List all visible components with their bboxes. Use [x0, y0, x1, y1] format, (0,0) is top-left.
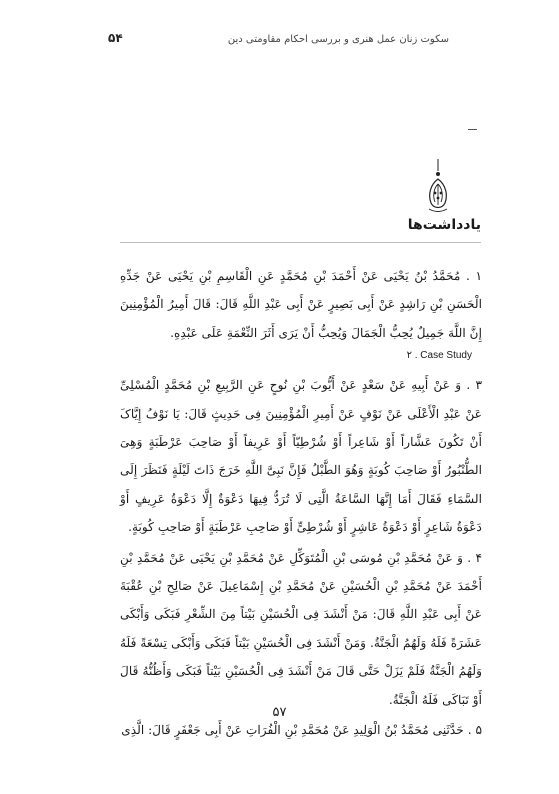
note-number: ۳ . [466, 378, 483, 393]
notes-body [120, 262, 482, 747]
notes-heading-block [395, 157, 481, 237]
note-number: ۵ . [467, 723, 482, 738]
header-page-number: ۵۴ [108, 31, 123, 45]
margin-mark [468, 129, 477, 130]
notes-title: یادداشت‌ها [407, 217, 481, 233]
note-text: وَ عَنْ أَبِیهِ عَنْ سَعْدٍ عَنْ أَیُّوبَ بْنِ نُوحٍ عَنِ الرَّبِیعِ بْنِ مُحَمَّدٍ الْمُسْلِیِّ عَنْ عَبْدِ الْأَعْلَی عَنْ نَوْفٍ عَنْ أَمِیرِ الْمُؤْمِنِینَ فِی حَدِیثٍ قَالَ: یَا نَوْفُ إِیَّاکَ أَنْ تَکُونَ عَشَّاراً أَوْ شَاعِراً أَوْ شُرْطِیّاً أَوْ عَرِیفاً أَوْ صَاحِبَ عَرْطَبَةٍ وَهِیَ الطُّنْبُورُ أَوْ صَاحِبَ کُوبَةٍ وَهُوَ الطَّبْلُ فَإِنَّ نَبِیَّ اللَّهِ خَرَجَ ذَاتَ لَیْلَةٍ فَنَظَرَ إِلَی السَّمَاءِ فَقَالَ أَمَا إِنَّهَا السَّاعَةُ الَّتِی لَا تُرَدُّ فِیهَا دَعْوَةٌ إِلَّا دَعْوَةُ عَرِیفٍ أَوْ دَعْوَةُ شَاعِرٍ أَوْ دَعْوَةُ عَاشِرٍ أَوْ شُرْطِیٍّ أَوْ صَاحِبِ عَرْطَبَةٍ أَوْ صَاحِبِ کُوبَةٍ. [120, 378, 482, 535]
note-text: حَدَّثَنِی مُحَمَّدُ بْنُ الْوَلِیدِ عَنْ مُحَمَّدِ بْنِ الْفُرَاتِ عَنْ أَبِی جَعْفَرٍ قَالَ: الَّذِی [121, 723, 464, 738]
divider [120, 242, 481, 243]
note-4 [120, 544, 482, 714]
ornament-icon [425, 157, 451, 215]
note-1 [120, 262, 482, 347]
note-text: وَ عَنْ مُحَمَّدِ بْنِ مُوسَی بْنِ الْمُتَوَکِّلِ عَنْ مُحَمَّدِ بْنِ یَحْیَی عَنْ مُحَمَّدِ بْنِ أَحْمَدَ عَنْ مُحَمَّدِ بْنِ الْحُسَیْنِ عَنْ مُحَمَّدِ بْنِ إِسْمَاعِیلَ عَنْ صَالِحِ بْنِ عُقْبَةَ عَنْ أَبِی عَبْدِ اللَّهِ قَالَ: مَنْ أَنْشَدَ فِی الْحُسَیْنِ بَیْتاً مِنَ الشِّعْرِ فَبَکَی وَأَبْکَی عَشَرَةً فَلَهُ وَلَهُمُ الْجَنَّةُ. وَمَنْ أَنْشَدَ فِی الْحُسَیْنِ بَیْتاً فَبَکَی وَأَبْکَی تِسْعَةً فَلَهُ وَلَهُمُ الْجَنَّةُ فَلَمْ یَزَلْ حَتَّی قَالَ مَنْ أَنْشَدَ فِی الْحُسَیْنِ بَیْتاً فَبَکَی وَأَظُنُّهُ قَالَ أَوْ تَبَاکَی فَلَهُ الْجَنَّةُ. [120, 550, 482, 707]
note-5 [120, 716, 482, 744]
note-number: ۱ . [466, 269, 482, 283]
note-number: ۴ . [467, 550, 483, 565]
running-header: سکوت زنان عمل هنری و بررسی احکام مقاومتی دین [227, 34, 449, 45]
page-number: ۵۷ [272, 705, 287, 720]
note-3 [120, 371, 482, 541]
note-text: مُحَمَّدُ بْنُ یَحْیَی عَنْ أَحْمَدَ بْنِ مُحَمَّدٍ عَنِ الْقَاسِمِ بْنِ یَحْیَی عَنْ جَدِّهِ الْحَسَنِ بْنِ رَاشِدٍ عَنْ أَبِی بَصِیرٍ عَنْ أَبِی عَبْدِ اللَّهِ قَالَ: قَالَ أَمِیرُ الْمُؤْمِنِینَ إِنَّ اللَّهَ جَمِیلٌ یُحِبُّ الْجَمَالَ وَیُحِبُّ أَنْ یَرَی أَثَرَ النِّعْمَةِ عَلَی عَبْدِهِ. [120, 269, 482, 340]
note-2-case-study: ۲ . Case Study [406, 350, 472, 362]
